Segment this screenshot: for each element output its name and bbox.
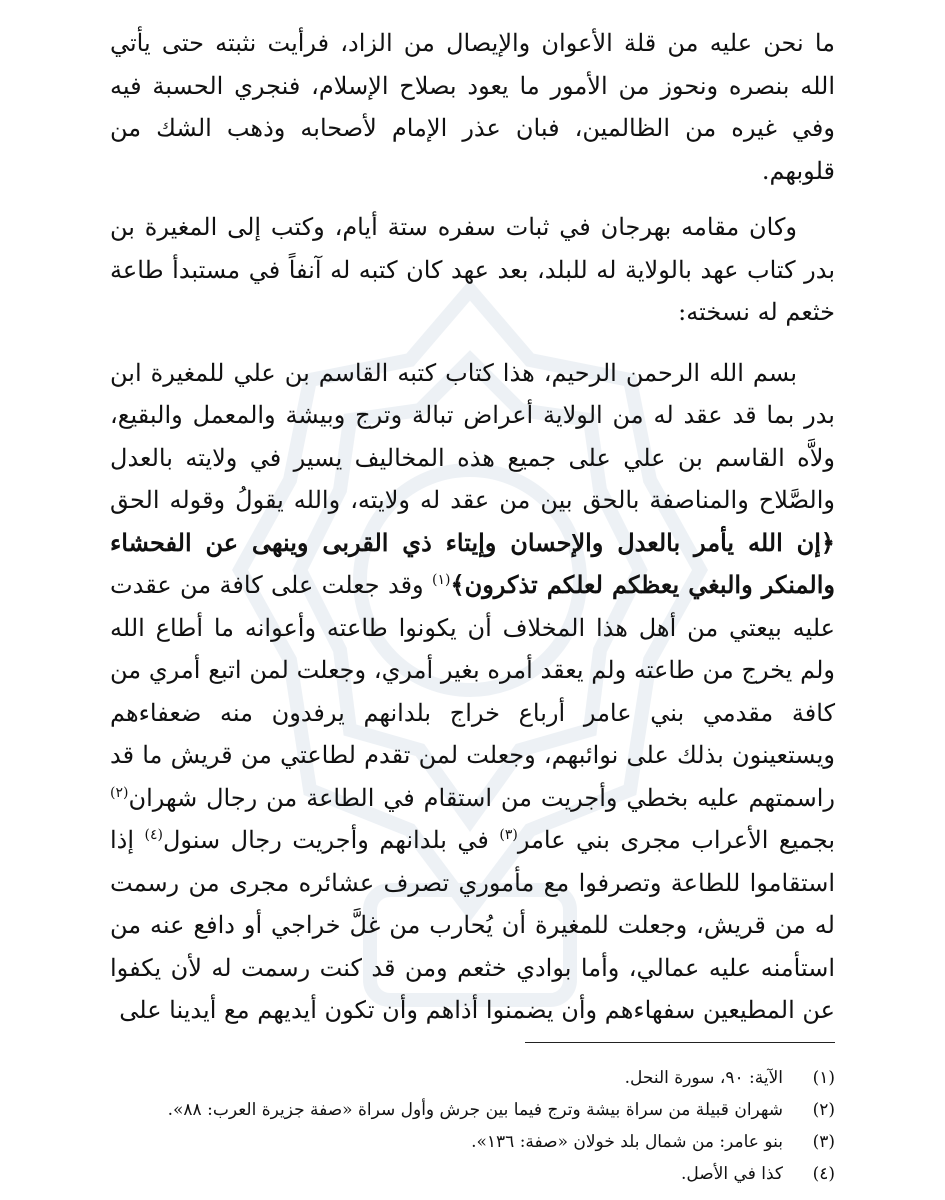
footnote-text: شهران قبيلة من سراة بيشة وترج فيما بين جرش وأول سراة «صفة جزيرة العرب: ٨٨».: [167, 1100, 783, 1120]
footnote-item: [130, 1062, 835, 1094]
footnote-number: (٢): [812, 1100, 835, 1120]
footnote-item: [130, 1158, 835, 1190]
footnote-number: (٤): [812, 1164, 835, 1184]
paragraph-3: [110, 352, 835, 1032]
paragraph-3-part-b: وقد جعلت على كافة من عقدت عليه بيعتي من أهل هذا المخلاف أن يكونوا طاعته وأعوانه ما أطاع الله ولم يخرج من طاعته ولم يعقد أمره بغير أمري، وجعلت لمن اتبع أمري من كافة مقدمي بني عامر أرباع خراج بلدانهم يرفدون منه ضعفاءهم ويستعينون بذلك على نوائبهم، وجعلت لمن تقدم لطاعتي من قريش ما قد راسمتهم عليه بخطي وأجريت من استقام في الطاعة من رجال شهران: [110, 571, 835, 812]
main-text: [110, 22, 835, 1032]
footnote-number: (١): [812, 1068, 835, 1088]
footnote-separator: [525, 1042, 835, 1043]
footnote-text: كذا في الأصل.: [681, 1164, 783, 1184]
footnote-text: بنو عامر: من شمال بلد خولان «صفة: ١٣٦».: [471, 1132, 783, 1152]
footnote-ref-2: (٢): [110, 784, 129, 801]
footnote-ref-1: (١): [432, 572, 451, 588]
footnote-ref-3: (٣): [499, 827, 518, 843]
footnote-item: [130, 1094, 835, 1126]
footnote-text: الآية: ٩٠، سورة النحل.: [624, 1068, 783, 1088]
paragraph-1: ما نحن عليه من قلة الأعوان والإيصال من الزاد، فرأيت نثبته حتى يأتي الله بنصره ونحوز من الأمور ما يعود بصلاح الإسلام، فنجري الحسبة فيه وفي غيره من الظالمين، فبان عذر الإمام لأصحابه وذهب الشك من قلوبهم.: [110, 29, 835, 185]
paragraph-3-part-d: في بلدانهم وأجريت رجال سنول: [162, 826, 500, 854]
paragraph-3-part-e: إذا استقاموا للطاعة وتصرفوا مع مأموري تصرف عشائره مجرى من رسمت له من قريش، وجعلت للمغيرة أن يُحارب من غلَّ خراجي أو دافع عنه من استأمنه عليه عمالي، وأما بوادي خثعم ومن قد كنت رسمت له لأن يكفوا عن المطيعين سفهاءهم وأن يضمنوا أذاهم وأن تكون أيديهم مع أيدينا على: [110, 826, 835, 1024]
paragraph-3-part-c: بجميع الأعراب مجرى بني عامر: [517, 826, 835, 854]
footnotes: [130, 1062, 835, 1190]
footnote-number: (٣): [812, 1132, 835, 1152]
paragraph-2: وكان مقامه بهرجان في ثبات سفره ستة أيام، وكتب إلى المغيرة بن بدر كتاب عهد بالولاية له للبلد، بعد عهد كان كتبه له آنفاً في مستبدأ طاعة خثعم له نسخته:: [110, 213, 835, 326]
footnote-ref-4: (٤): [144, 827, 163, 843]
footnote-item: [130, 1126, 835, 1158]
quran-verse: ﴿إن الله يأمر بالعدل والإحسان وإيتاء ذي القربى وينهى عن الفحشاء والمنكر والبغي يعظكم لعلكم تذكرون﴾: [110, 527, 835, 599]
paragraph-3-part-a: بسم الله الرحمن الرحيم، هذا كتاب كتبه القاسم بن علي للمغيرة ابن بدر بما قد عقد له من الولاية أعراض تبالة وترج وبيشة والمعمل والبقيع، ولاَّه القاسم بن علي على جميع هذه المخاليف يسير في ولايته بالعدل والصَّلاح والمناصفة بالحق بين من عقد له ولايته، والله يقولُ وقوله الحق: [110, 358, 835, 514]
